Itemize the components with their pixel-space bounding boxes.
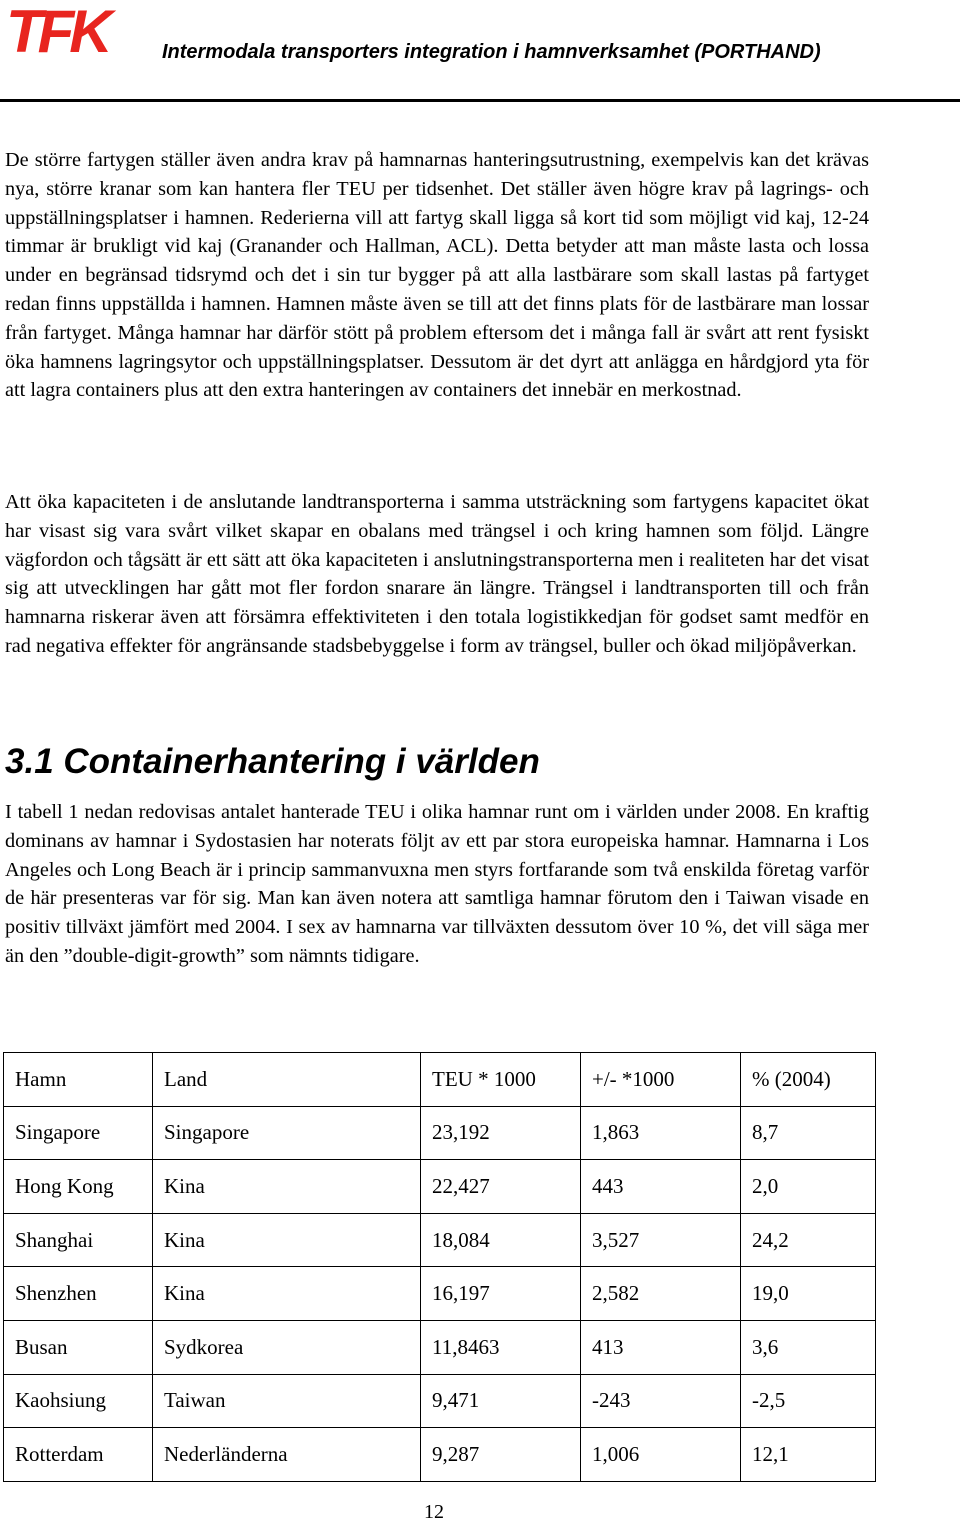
page-number: 12 <box>424 1501 444 1523</box>
table-cell: Kaohsiung <box>4 1374 153 1428</box>
table-row <box>4 1106 876 1160</box>
table-cell: Kina <box>153 1267 421 1321</box>
table-cell: 2,582 <box>581 1267 741 1321</box>
table-cell: Shanghai <box>4 1213 153 1267</box>
table-cell: 3,6 <box>741 1320 876 1374</box>
table-cell: 9,471 <box>421 1374 581 1428</box>
table-cell: 12,1 <box>741 1428 876 1482</box>
table-header-row <box>4 1053 876 1107</box>
table-row <box>4 1374 876 1428</box>
table-cell: Sydkorea <box>153 1320 421 1374</box>
table-row <box>4 1428 876 1482</box>
header-title: Intermodala transporters integration i hamnverksamhet (PORTHAND) <box>162 41 821 63</box>
table-row <box>4 1160 876 1214</box>
table-cell: -243 <box>581 1374 741 1428</box>
header-divider <box>0 99 960 102</box>
page-header <box>0 0 960 104</box>
table-cell: Busan <box>4 1320 153 1374</box>
table-cell: Singapore <box>4 1106 153 1160</box>
table-row <box>4 1267 876 1321</box>
table-row <box>4 1213 876 1267</box>
table-cell: 8,7 <box>741 1106 876 1160</box>
table-cell: Hong Kong <box>4 1160 153 1214</box>
table-cell: Taiwan <box>153 1374 421 1428</box>
table-cell: 443 <box>581 1160 741 1214</box>
table-cell: 413 <box>581 1320 741 1374</box>
table-header-cell: +/- *1000 <box>581 1053 741 1107</box>
table-cell: 19,0 <box>741 1267 876 1321</box>
table-cell: Rotterdam <box>4 1428 153 1482</box>
table-header-cell: Land <box>153 1053 421 1107</box>
table-cell: 24,2 <box>741 1213 876 1267</box>
tfk-logo: TFK <box>6 0 108 65</box>
table-cell: Singapore <box>153 1106 421 1160</box>
body-paragraph-3: I tabell 1 nedan redovisas antalet hanterade TEU i olika hamnar runt om i världen under 2008. En kraftig dominans av hamnar i Sydostasien har noterats följt av ett par stora europeiska hamnar. Hamnarna i Los Angeles och Long Beach är i princip sammanvuxna men styrs fortfarande som två enskilda företag varför de här presenteras var för sig. Man kan även notera att samtliga hamnar förutom den i Taiwan visade en positiv tillväxt jämfört med 2004. I sex av hamnarna var tillväxten dessutom över 10 %, det vill säga mer än den ”double-digit-growth” som nämnts tidigare. <box>5 801 869 967</box>
table-cell: 11,8463 <box>421 1320 581 1374</box>
table-header-cell: % (2004) <box>741 1053 876 1107</box>
port-teu-table <box>3 1052 876 1482</box>
table-cell: 18,084 <box>421 1213 581 1267</box>
table-header-cell: Hamn <box>4 1053 153 1107</box>
table-cell: 1,863 <box>581 1106 741 1160</box>
table-cell: Kina <box>153 1213 421 1267</box>
table-cell: 9,287 <box>421 1428 581 1482</box>
table-cell: 2,0 <box>741 1160 876 1214</box>
table-cell: Shenzhen <box>4 1267 153 1321</box>
table-row <box>4 1320 876 1374</box>
table-cell: 22,427 <box>421 1160 581 1214</box>
table-cell: -2,5 <box>741 1374 876 1428</box>
section-heading: 3.1 Containerhantering i världen <box>5 742 540 781</box>
table-header-cell: TEU * 1000 <box>421 1053 581 1107</box>
table-cell: 1,006 <box>581 1428 741 1482</box>
table-cell: 3,527 <box>581 1213 741 1267</box>
table-cell: Nederländerna <box>153 1428 421 1482</box>
body-paragraph-2: Att öka kapaciteten i de anslutande landtransporterna i samma utsträckning som fartygens kapacitet ökat har visast sig vara svårt vilket skapar en obalans med trängsel i och kring hamnen som följd. Längre vägfordon och tågsätt är ett sätt att öka kapaciteten i anslutningstransporterna men i realiteten har det visat sig att utvecklingen har gått mot fler fordon snarare än längre. Trängsel i landtransporten till och från hamnarna riskerar även att försämra effektiviteten i den totala logistikkedjan för godset samt medför en rad negativa effekter för angränsande stadsbebyggelse i form av trängsel, buller och ökad miljöpåverkan. <box>5 491 869 657</box>
table-cell: Kina <box>153 1160 421 1214</box>
body-paragraph-1: De större fartygen ställer även andra krav på hamnarnas hanteringsutrustning, exempelvis kan det krävas nya, större kranar som kan hantera fler TEU per tidsenhet. Det ställer även högre krav på lagrings- och uppställningsplatser i hamnen. Rederierna vill att fartyg skall ligga så kort tid som möjligt vid kaj, 12-24 timmar är brukligt vid kaj (Granander och Hallman, ACL). Detta betyder att man måste lasta och lossa under en begränsad tidsrymd och det i sin tur bygger på att alla lastbärare som skall lastas på fartyget redan finns uppställda i hamnen. Hamnen måste även se till att det finns plats för de lastbärare man lossar från fartyget. Många hamnar har därför stött på problem eftersom det i många fall är svårt att rent fysiskt öka hamnens lagringsytor och uppställningsplatser. Dessutom är det dyrt att anlägga en hårdgjord yta för att lagra containers plus att den extra hanteringen av containers det innebär en merkostnad. <box>5 149 869 402</box>
table-cell: 16,197 <box>421 1267 581 1321</box>
table-cell: 23,192 <box>421 1106 581 1160</box>
